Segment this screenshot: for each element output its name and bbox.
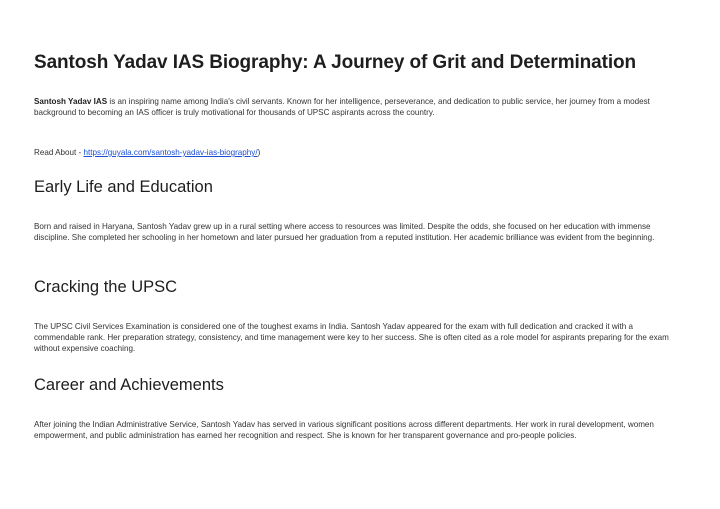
heading-early-life: Early Life and Education [34, 178, 213, 196]
paragraph-cracking-upsc: The UPSC Civil Services Examination is considered one of the toughest exams in India. Santosh Yadav appeared for the exam with full dedication and cracked it with a commendable rank. Her preparation strategy, consistency, and time management were key to her success. She is often cited as a role model for aspirants preparing for the exam without expensive coaching. [34, 322, 669, 353]
paragraph-career: After joining the Indian Administrative Service, Santosh Yadav has served in various significant positions across different departments. Her work in rural development, women empowerment, and public administration has earned her recognition and respect. She is known for her transparent governance and pro-people policies. [34, 420, 654, 440]
heading-cracking-upsc: Cracking the UPSC [34, 278, 178, 296]
heading-career: Career and Achievements [34, 376, 224, 394]
intro-bold-name: Santosh Yadav IAS [34, 97, 108, 106]
read-about-line [34, 147, 260, 158]
intro-text: is an inspiring name among India's civil servants. Known for her intelligence, perseverance, and dedication to public service, her journey from a modest background to becoming an IAS officer is truly motivational for thousands of UPSC aspirants across the country. [34, 97, 650, 117]
read-about-label: Read About - [34, 148, 84, 157]
intro-paragraph [34, 96, 686, 118]
read-about-suffix: ) [257, 148, 261, 157]
page-title: Santosh Yadav IAS Biography: A Journey of Grit and Determination [34, 52, 637, 73]
read-about-link[interactable]: https://guyala.com/santosh-yadav-ias-biography/ [83, 148, 258, 157]
paragraph-early-life: Born and raised in Haryana, Santosh Yadav grew up in a rural setting where access to resources was limited. Despite the odds, she focused on her education with immense discipline. She completed her schooling in her hometown and later pursued her graduation from a reputed institution. Her academic brilliance was evident from the beginning. [34, 222, 655, 242]
